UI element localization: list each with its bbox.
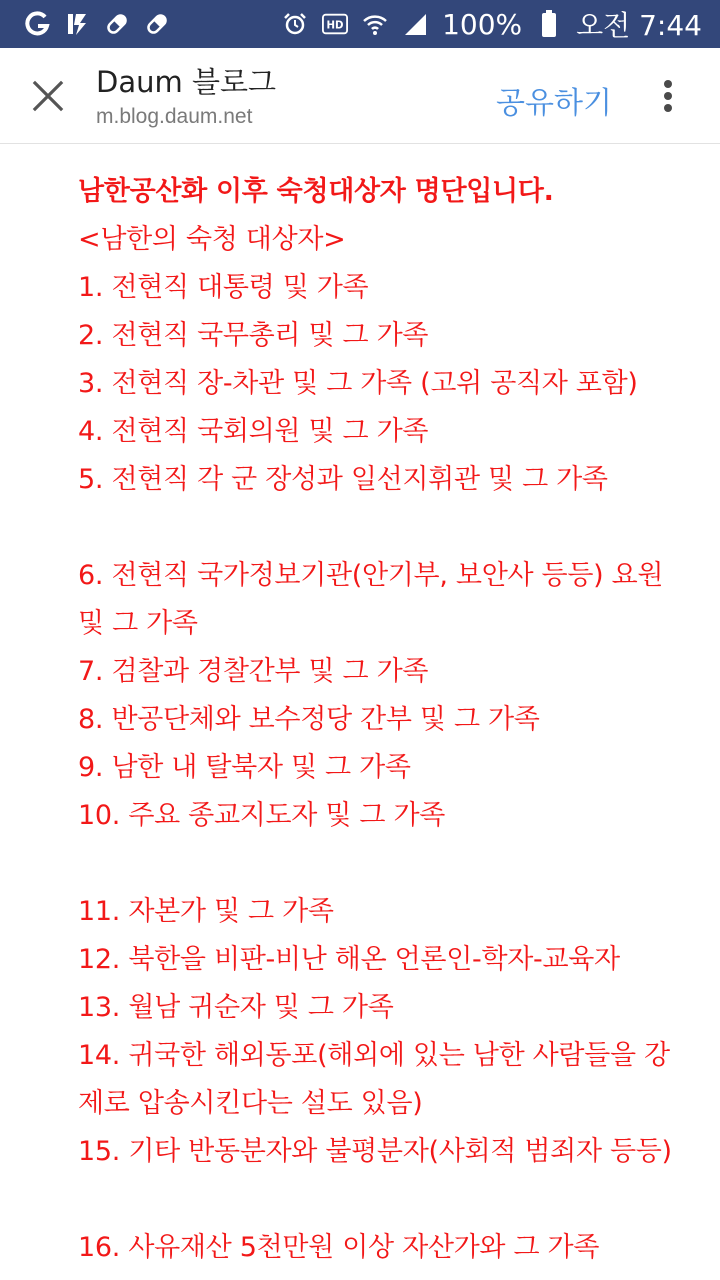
pill-icon xyxy=(144,11,170,37)
post-subheading: <남한의 숙청 대상자> xyxy=(78,224,346,255)
list-item: 1. 전현직 대통령 및 가족 xyxy=(78,272,369,303)
list-item: 2. 전현직 국무총리 및 그 가족 xyxy=(78,320,429,351)
list-item-continuation: 제로 압송시킨다는 설도 있음) xyxy=(78,1088,423,1119)
title-block xyxy=(96,64,276,130)
list-item: 5. 전현직 각 군 장성과 일선지휘관 및 그 가족 xyxy=(78,464,608,495)
flash-icon xyxy=(64,11,90,37)
list-item: 9. 남한 내 탈북자 및 그 가족 xyxy=(78,752,411,783)
list-item: 15. 기타 반동분자와 불평분자(사회적 범죄자 등등) xyxy=(78,1136,672,1167)
list-item: 13. 월남 귀순자 및 그 가족 xyxy=(78,992,394,1023)
list-item: 4. 전현직 국회의원 및 그 가족 xyxy=(78,416,429,447)
g-app-icon xyxy=(24,11,50,37)
close-icon xyxy=(32,80,64,112)
list-item: 10. 주요 종교지도자 및 그 가족 xyxy=(78,800,446,831)
list-item: 16. 사유재산 5천만원 이상 자산가와 그 가족 xyxy=(78,1232,600,1263)
list-item: 8. 반공단체와 보수정당 간부 및 그 가족 xyxy=(78,704,540,735)
page-url: m.blog.daum.net xyxy=(96,105,253,128)
pill-icon xyxy=(104,11,130,37)
clock: 오전 7:44 xyxy=(576,9,702,42)
status-bar xyxy=(0,0,720,48)
blank-line xyxy=(78,840,698,888)
overflow-menu-button[interactable] xyxy=(652,76,684,116)
post-heading: 남한공산화 이후 숙청대상자 명단입니다. xyxy=(78,176,554,207)
list-item: 11. 자본가 및 그 가족 xyxy=(78,896,334,927)
share-button[interactable]: 공유하기 xyxy=(496,86,612,121)
blank-line xyxy=(78,504,698,552)
more-vert-icon-dot xyxy=(664,92,672,100)
svg-text:HD: HD xyxy=(326,20,344,32)
list-item: 12. 북한을 비판-비난 해온 언론인-학자-교육자 xyxy=(78,944,620,975)
status-right-icons xyxy=(282,4,702,44)
post-body xyxy=(78,168,698,1272)
hd-icon xyxy=(322,11,348,37)
list-item-continuation: 및 그 가족 xyxy=(78,608,198,639)
battery-icon xyxy=(536,11,562,37)
list-item: 7. 검찰과 경찰간부 및 그 가족 xyxy=(78,656,429,687)
more-vert-icon-dot xyxy=(664,104,672,112)
app-bar xyxy=(0,48,720,144)
more-vert-icon xyxy=(664,80,672,88)
list-item: 6. 전현직 국가정보기관(안기부, 보안사 등등) 요원 xyxy=(78,560,664,591)
close-button[interactable] xyxy=(24,72,72,120)
list-item: 3. 전현직 장-차관 및 그 가족 (고위 공직자 포함) xyxy=(78,368,638,399)
wifi-icon xyxy=(362,11,388,37)
signal-icon xyxy=(402,11,428,37)
alarm-icon xyxy=(282,11,308,37)
blank-line xyxy=(78,1176,698,1224)
page-title: Daum 블로그 xyxy=(96,65,276,99)
list-item: 14. 귀국한 해외동포(해외에 있는 남한 사람들을 강 xyxy=(78,1040,670,1071)
battery-percent: 100% xyxy=(442,7,523,41)
status-left-icons xyxy=(24,11,170,37)
